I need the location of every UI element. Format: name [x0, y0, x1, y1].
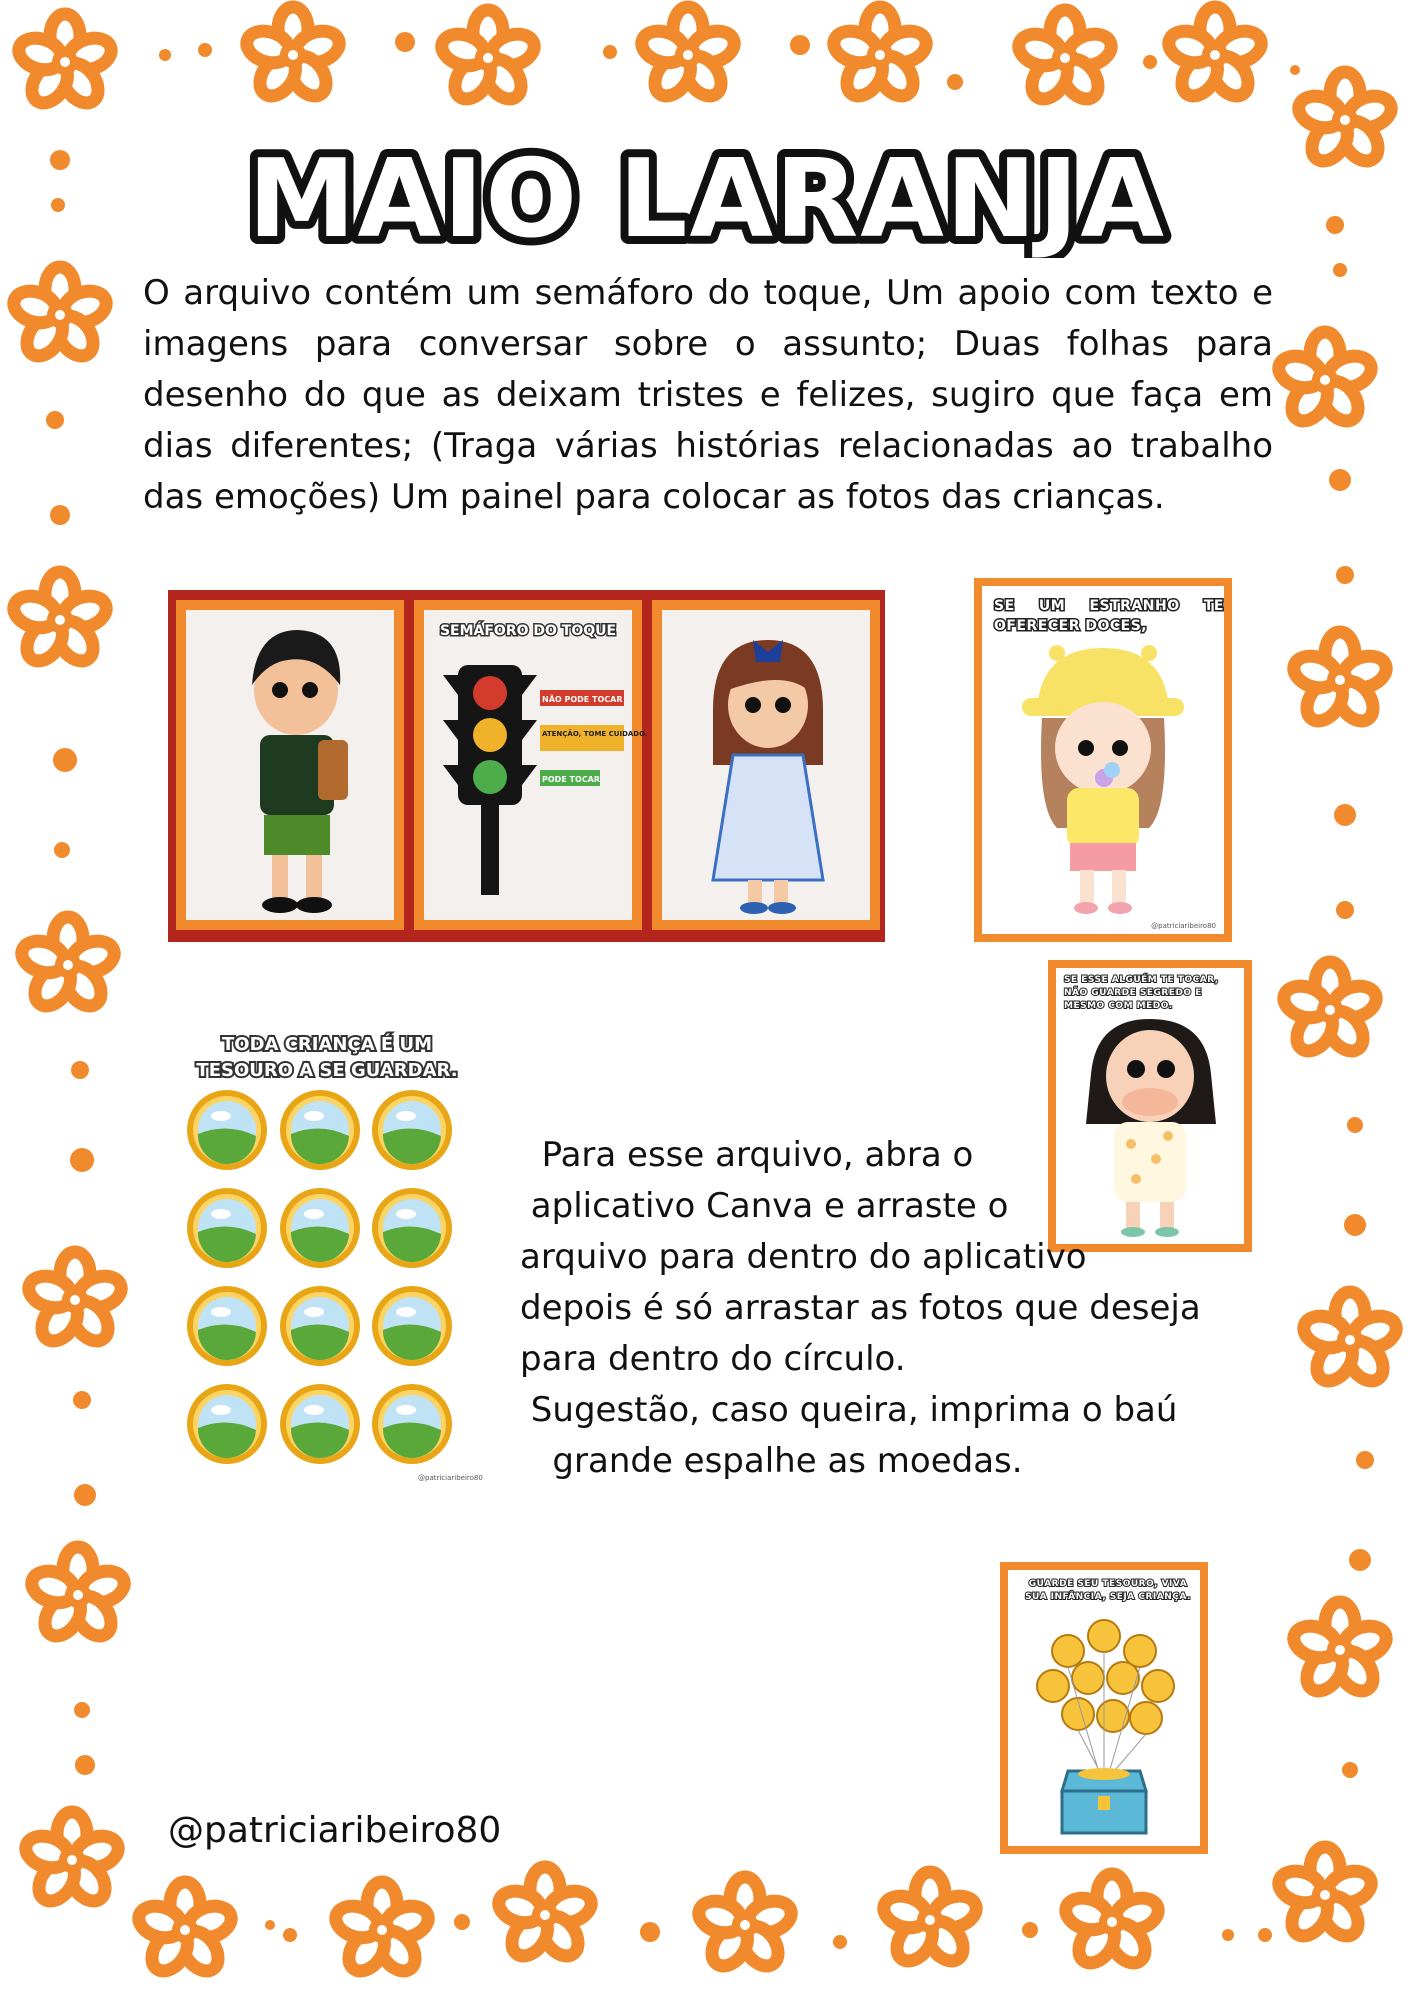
card-stranger-text: SE UM ESTRANHO TE OFERECER DOCES, — [994, 598, 1224, 634]
instructions-paragraph — [520, 1130, 1240, 1487]
instruction-line: arquivo para dentro do aplicativo — [520, 1237, 1087, 1277]
author-handle: @patriciaribeiro80 — [168, 1810, 502, 1851]
instruction-line: aplicativo Canva e arraste o — [520, 1186, 1009, 1226]
coins-title: TODA CRIANÇA É UM TESOURO A SE GUARDAR. — [196, 1034, 458, 1081]
card-stranger-watermark: @patriciaribeiro80 — [1151, 922, 1216, 930]
card-treasure — [1000, 1562, 1208, 1854]
semaforo-photo — [168, 590, 885, 942]
instruction-line: Para esse arquivo, abra o — [520, 1135, 974, 1175]
green-label: PODE TOCAR — [542, 775, 601, 784]
girl-with-icecream — [982, 638, 1224, 938]
coin-grid — [172, 1030, 492, 1490]
card-stranger — [974, 578, 1232, 942]
instruction-line: Sugestão, caso queira, imprima o baú — [520, 1390, 1178, 1430]
panels-illustration — [168, 590, 885, 942]
title-text: MAIO LARANJA — [248, 137, 1166, 258]
instruction-line: para dentro do círculo. — [520, 1339, 906, 1379]
treasure-chest-balloons — [1008, 1606, 1200, 1846]
yellow-label: ATENÇÃO, TOME CUIDADO. — [542, 730, 648, 738]
page-title — [0, 128, 1414, 258]
intro-paragraph: O arquivo contém um semáforo do toque, Um apoio com texto e imagens para conversar sobre o assunto; Duas folhas para desenho do que as deixam tristes e felizes, sugiro que faça em dias diferentes; (Traga várias histórias relacionadas ao trabalho das emoções) Um painel para colocar as fotos das crianças. — [143, 273, 1273, 517]
card-someone-text: SE ESSE ALGUÉM TE TOCAR, NÃO GUARDE SEGREDO E MESMO COM MEDO. — [1064, 975, 1219, 1011]
card-treasure-text: GUARDE SEU TESOURO, VIVA SUA INFÂNCIA, SEJA CRIANÇA. — [1025, 1579, 1191, 1602]
coins-watermark: @patriciaribeiro80 — [418, 1474, 483, 1482]
instruction-line: depois é só arrastar as fotos que deseja — [520, 1288, 1201, 1328]
red-label: NÃO PODE TOCAR — [542, 695, 623, 704]
instruction-line: grande espalhe as moedas. — [520, 1441, 1023, 1481]
semaforo-title: SEMÁFORO DO TOQUE — [439, 623, 617, 639]
